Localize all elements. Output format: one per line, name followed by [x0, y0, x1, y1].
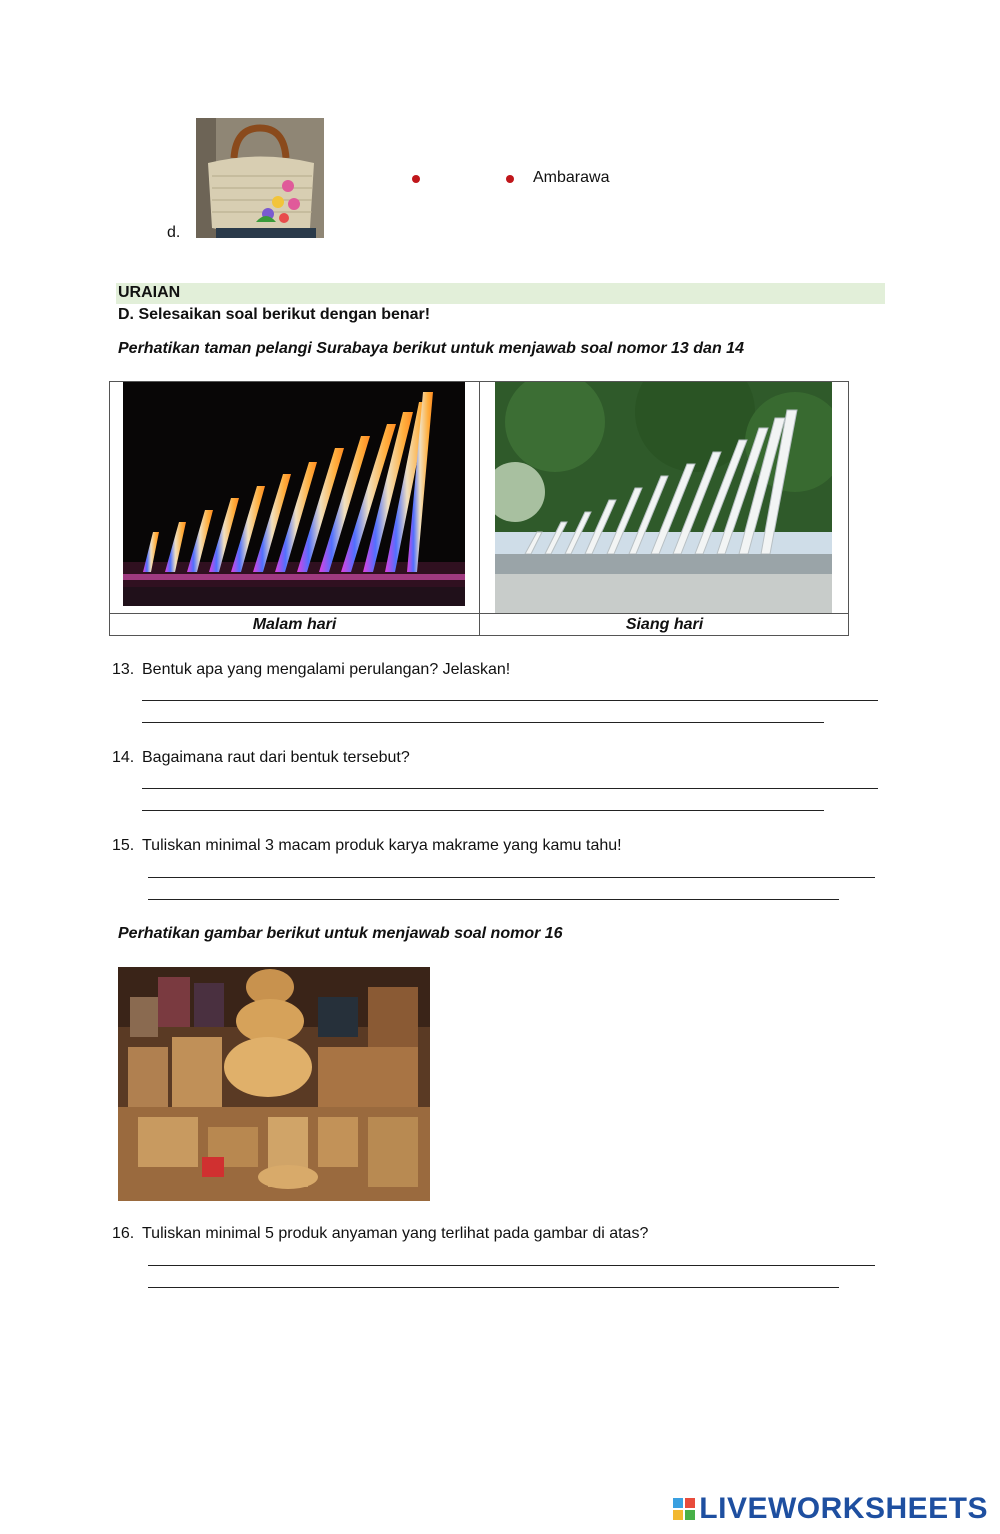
answer-line[interactable]: [142, 810, 824, 811]
woven-bag-image: [196, 118, 324, 238]
answer-line[interactable]: [148, 1287, 839, 1288]
answer-line[interactable]: [142, 722, 824, 723]
instruction: D. Selesaikan soal berikut dengan benar!: [118, 306, 431, 323]
section-header: [116, 283, 885, 304]
match-dot-right[interactable]: [506, 175, 514, 183]
question-text: Bagaimana raut dari bentuk tersebut?: [142, 749, 410, 766]
answer-line[interactable]: [148, 899, 839, 900]
question-number: 16.: [112, 1225, 135, 1242]
question-text: Tuliskan minimal 3 macam produk karya makrame yang kamu tahu!: [142, 837, 622, 854]
question-number: 14.: [112, 749, 135, 766]
liveworksheets-logo-icon: [673, 1498, 695, 1520]
answer-line[interactable]: [148, 877, 875, 878]
section-title: URAIAN: [118, 284, 181, 301]
liveworksheets-brand[interactable]: [673, 1492, 988, 1526]
woven-products-image: [118, 967, 430, 1201]
answer-line[interactable]: [142, 700, 878, 701]
question-14: [112, 749, 410, 767]
caption-day: Siang hari: [625, 616, 704, 633]
match-dot-left[interactable]: [412, 175, 420, 183]
table-divider: [479, 382, 480, 635]
question-15: [112, 837, 622, 855]
question-text: Bentuk apa yang mengalami perulangan? Jelaskan!: [142, 661, 511, 678]
brand-name: LIVEWORKSHEETS: [699, 1492, 988, 1525]
table-divider: [110, 613, 848, 614]
question-number: 13.: [112, 661, 135, 678]
photo-table: [109, 381, 849, 636]
answer-line[interactable]: [148, 1265, 875, 1266]
rainbow-park-day-image: [495, 382, 832, 613]
note-13-14: Perhatikan taman pelangi Surabaya berikut untuk menjawab soal nomor 13 dan 14: [118, 340, 744, 357]
question-16: [112, 1225, 648, 1243]
rainbow-park-night-image: [123, 382, 465, 606]
question-13: [112, 661, 510, 679]
caption-night: Malam hari: [252, 616, 337, 633]
question-number: 15.: [112, 837, 135, 854]
answer-line[interactable]: [142, 788, 878, 789]
question-text: Tuliskan minimal 5 produk anyaman yang terlihat pada gambar di atas?: [142, 1225, 649, 1242]
match-label: Ambarawa: [533, 169, 610, 186]
note-16: Perhatikan gambar berikut untuk menjawab soal nomor 16: [118, 925, 563, 942]
item-letter: d.: [167, 224, 181, 241]
